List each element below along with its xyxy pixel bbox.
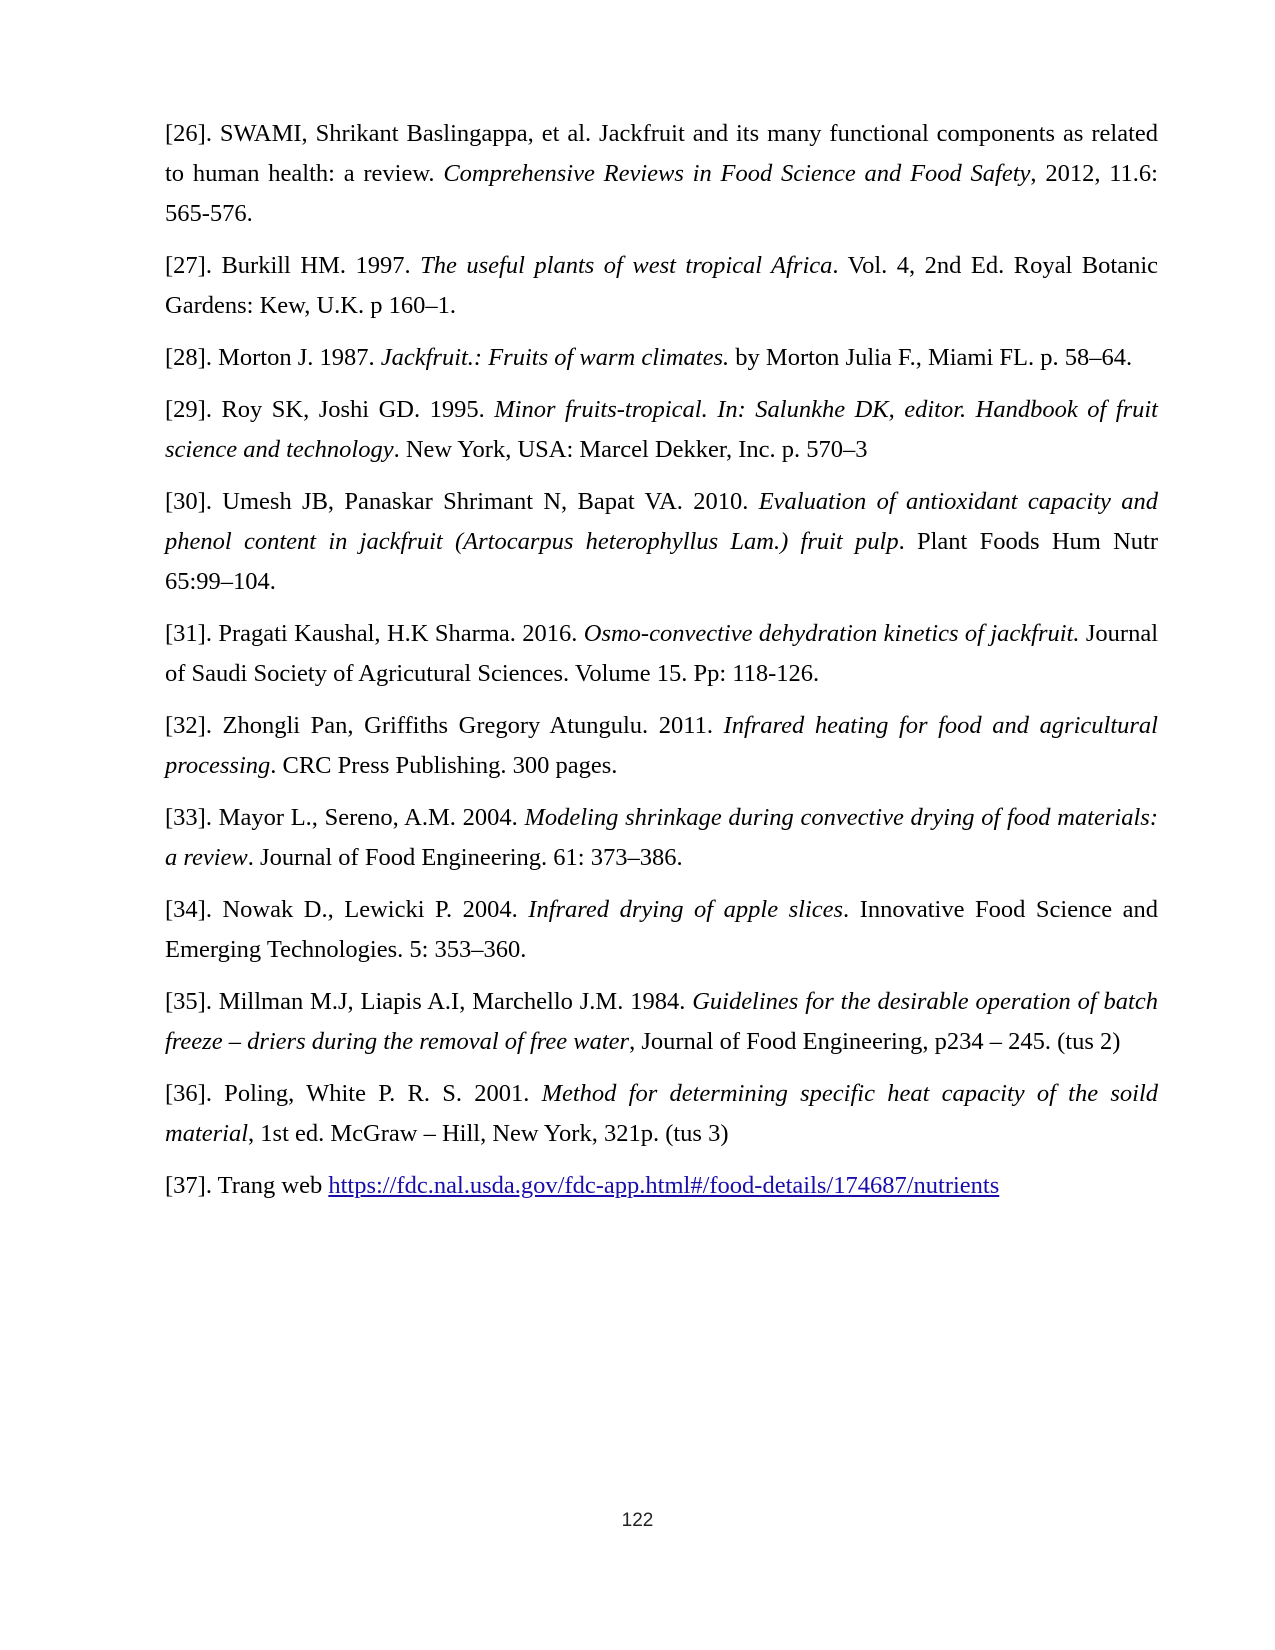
- reference-37: [165, 1166, 1158, 1206]
- reference-text: Journal of Saudi Society of Agricutural Sciences. Volume 15. Pp: 118-126.: [165, 620, 1159, 687]
- reference-33: [165, 798, 1158, 878]
- reference-text: [36]. Poling, White P. R. S. 2001.: [165, 1080, 542, 1107]
- reference-title: Comprehensive Reviews in Food Science and Food Safety: [443, 160, 1031, 187]
- reference-text: . Vol. 4, 2nd Ed. Royal Botanic Gardens: Kew, U.K. p 160–1.: [165, 252, 1159, 319]
- reference-title: Guidelines for the desirable operation of batch freeze – driers during the removal of free water: [165, 988, 1158, 1055]
- reference-36: [165, 1074, 1158, 1154]
- reference-text: . Innovative Food Science and Emerging Technologies. 5: 353–360.: [165, 896, 1159, 963]
- reference-title: Infrared drying of apple slices: [528, 896, 844, 923]
- reference-title: Method for determining specific heat capacity of the soild material: [165, 1080, 1158, 1147]
- reference-31: [165, 614, 1158, 694]
- reference-text: [29]. Roy SK, Joshi GD. 1995.: [165, 396, 495, 423]
- reference-text: [30]. Umesh JB, Panaskar Shrimant N, Bapat VA. 2010.: [165, 488, 759, 515]
- reference-text: , 1st ed. McGraw – Hill, New York, 321p. (tus 3): [248, 1120, 729, 1147]
- reference-text: [27]. Burkill HM. 1997.: [165, 252, 421, 279]
- reference-30: [165, 482, 1158, 602]
- reference-title: Osmo-convective dehydration kinetics of jackfruit.: [583, 620, 1080, 647]
- page-number: 122: [621, 1510, 654, 1531]
- reference-text: [26]. SWAMI, Shrikant Baslingappa, et al. Jackfruit and its many functional components as related to human health: a review.: [165, 120, 1158, 187]
- reference-text: . Plant Foods Hum Nutr 65:99–104.: [165, 528, 1159, 595]
- reference-29: [165, 390, 1158, 470]
- reference-text: . CRC Press Publishing. 300 pages.: [270, 752, 618, 779]
- reference-34: [165, 890, 1158, 970]
- reference-text: , 2012, 11.6: 565-576.: [165, 160, 1158, 227]
- reference-title: Jackfruit.: Fruits of warm climates.: [380, 344, 730, 371]
- reference-text: . Journal of Food Engineering. 61: 373–386.: [247, 844, 683, 871]
- reference-text: [31]. Pragati Kaushal, H.K Sharma. 2016.: [165, 620, 584, 647]
- reference-text: [28]. Morton J. 1987.: [165, 344, 381, 371]
- reference-text: by Morton Julia F., Miami FL. p. 58–64.: [729, 344, 1133, 371]
- reference-title: Evaluation of antioxidant capacity and phenol content in jackfruit (Artocarpus heterophyllus Lam.) fruit pulp: [165, 488, 1158, 555]
- reference-text: [32]. Zhongli Pan, Griffiths Gregory Atungulu. 2011.: [165, 712, 724, 739]
- reference-text: , Journal of Food Engineering, p234 – 245. (tus 2): [629, 1028, 1121, 1055]
- reference-title: The useful plants of west tropical Africa: [420, 252, 833, 279]
- reference-title: Minor fruits-tropical. In: Salunkhe DK, editor. Handbook of fruit science and technology: [165, 396, 1158, 463]
- reference-text: [33]. Mayor L., Sereno, A.M. 2004.: [165, 804, 525, 831]
- reference-35: [165, 982, 1158, 1062]
- reference-26: [165, 114, 1158, 234]
- reference-text: [35]. Millman M.J, Liapis A.I, Marchello J.M. 1984.: [165, 988, 693, 1015]
- reference-title: Modeling shrinkage during convective drying of food materials: a review: [165, 804, 1158, 871]
- reference-27: [165, 246, 1158, 326]
- reference-32: [165, 706, 1158, 786]
- web-reference-link[interactable]: https://fdc.nal.usda.gov/fdc-app.html#/food-details/174687/nutrients: [328, 1172, 1000, 1199]
- reference-text: . New York, USA: Marcel Dekker, Inc. p. 570–3: [393, 436, 868, 463]
- reference-28: [165, 338, 1158, 378]
- reference-text: [37]. Trang web: [165, 1172, 329, 1199]
- reference-list: [165, 114, 1158, 1218]
- reference-title: Infrared heating for food and agricultural processing: [165, 712, 1158, 779]
- reference-text: [34]. Nowak D., Lewicki P. 2004.: [165, 896, 529, 923]
